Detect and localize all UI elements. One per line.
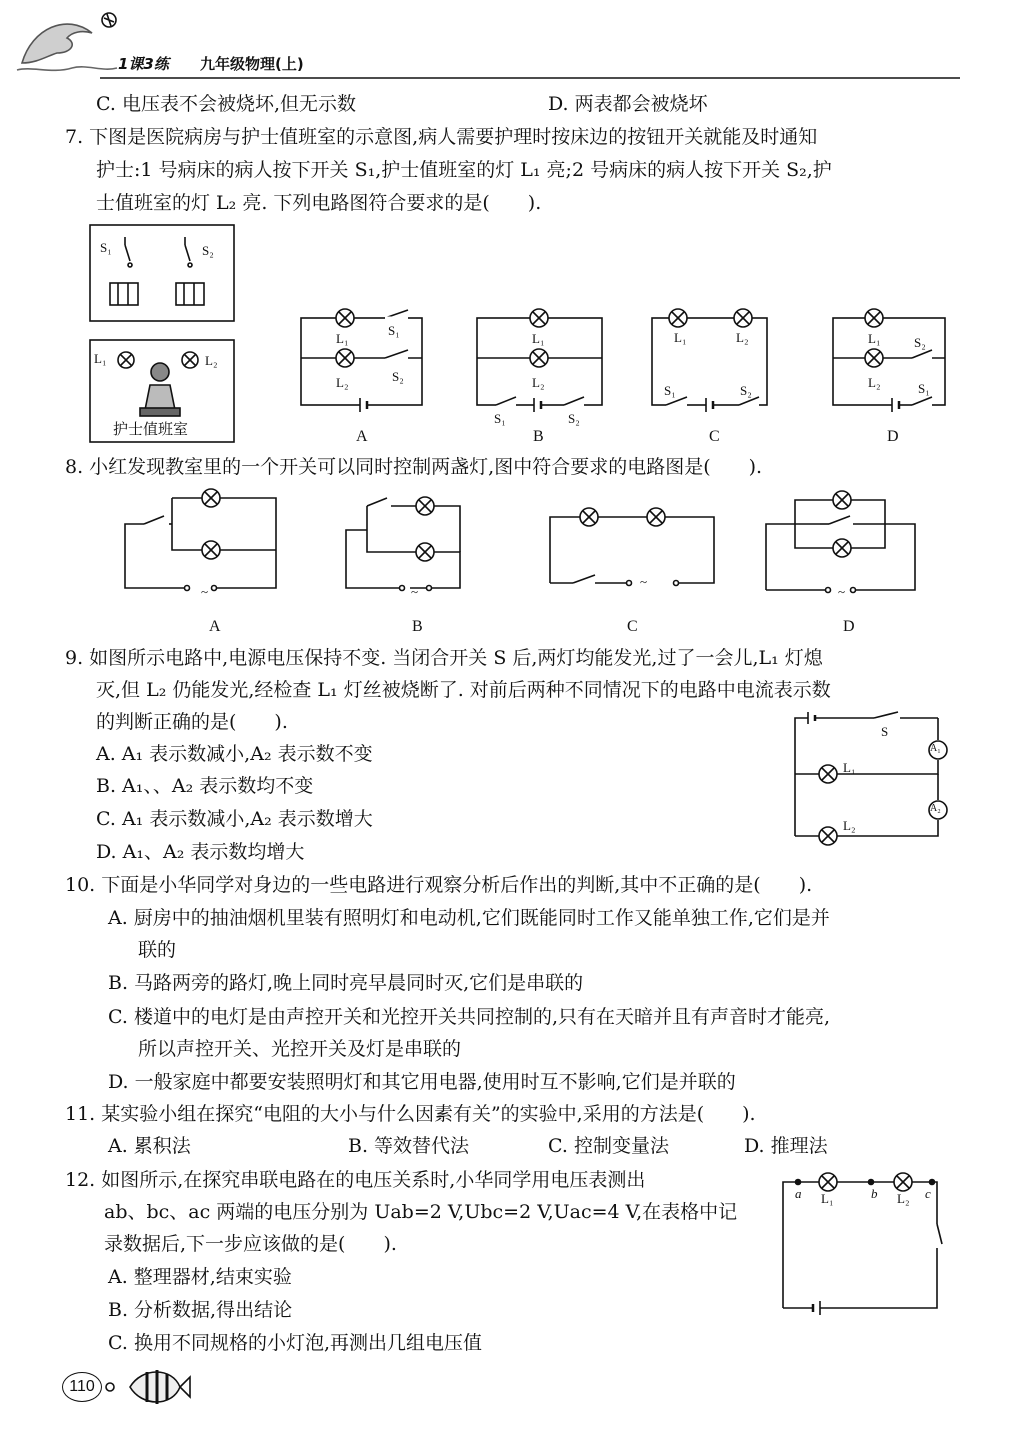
q11-option-b: B. 等效替代法	[348, 1135, 470, 1157]
q9-option-a: A. A₁ 表示数减小,A₂ 表示数不变	[96, 743, 373, 765]
q12-node-b: b	[871, 1186, 878, 1201]
header-book-title: 九年级物理(上)	[200, 55, 304, 73]
header-brand: 1课3练	[118, 55, 169, 73]
q7-stem-line3: 士值班室的灯 L₂ 亮. 下列电路图符合要求的是( ).	[96, 192, 542, 214]
q7d-l2: L₂	[868, 375, 881, 390]
q12-option-b: B. 分析数据,得出结论	[108, 1299, 293, 1321]
q10-option-c-line1: C. 楼道中的电灯是由声控开关和光控开关共同控制的,只有在天暗并且有声音时才能亮,	[108, 1006, 831, 1028]
q7c-s1: S₁	[664, 383, 676, 398]
q11-option-d: D. 推理法	[744, 1135, 828, 1157]
q10-option-d: D. 一般家庭中都要安装照明灯和其它用电器,使用时互不影响,它们是并联的	[108, 1071, 736, 1093]
q7b-l1: L₁	[532, 331, 545, 346]
q7b-l2: L₂	[532, 375, 545, 390]
q8-stem: 8. 小红发现教室里的一个开关可以同时控制两盏灯,图中符合要求的电路图是( ).	[65, 456, 763, 478]
room-l2-label: L₂	[205, 353, 218, 368]
q9-stem-line3: 的判断正确的是( ).	[96, 711, 288, 733]
q7-label-d: D	[887, 428, 899, 445]
q8-circuit-d	[765, 488, 920, 595]
q8-circuit-c	[549, 505, 715, 587]
q7-circuit-b	[476, 310, 604, 410]
q11-option-a: A. 累积法	[108, 1135, 191, 1157]
q8-label-b: B	[412, 618, 423, 635]
q7d-l1: L₁	[868, 331, 881, 346]
q9-stem-line1: 9. 如图所示电路中,电源电压保持不变. 当闭合开关 S 后,两灯均能发光,过了一会儿,L₁ 灯熄	[65, 647, 823, 669]
q8-label-d: D	[843, 618, 855, 635]
q9-ammeter2-label: A₂	[930, 803, 941, 814]
q12-stem-line1: 12. 如图所示,在探究串联电路在的电压关系时,小华同学用电压表测出	[65, 1169, 646, 1191]
q7c-l1: L₁	[674, 330, 687, 345]
q7d-s2: S₂	[914, 335, 926, 350]
q12-l1-label: L₁	[821, 1191, 834, 1206]
q9-option-c: C. A₁ 表示数减小,A₂ 表示数增大	[96, 808, 373, 830]
q7b-s1: S₁	[494, 411, 506, 426]
q7d-s1: S₁	[918, 381, 930, 396]
q12-stem-line3: 录数据后,下一步应该做的是( ).	[104, 1233, 397, 1255]
ward-s2-label: S₂	[202, 243, 214, 258]
q7b-s2: S₂	[568, 411, 580, 426]
room-l1-label: L₁	[94, 351, 107, 366]
q9-ammeter1-label: A₁	[930, 743, 941, 754]
q8b-ac: ~	[411, 584, 419, 599]
q9-l2-label: L₂	[843, 818, 856, 833]
q9-circuit	[794, 712, 954, 842]
q12-stem-line2: ab、bc、ac 两端的电压分别为 Uab=2 V,Ubc=2 V,Uac=4 V,在表格中记	[104, 1201, 738, 1223]
q8-circuit-a	[124, 488, 280, 593]
q7c-l2: L₂	[736, 330, 749, 345]
q7-label-a: A	[356, 428, 368, 445]
q12-option-c: C. 换用不同规格的小灯泡,再测出几组电压值	[108, 1332, 482, 1354]
q12-circuit	[782, 1172, 942, 1312]
q7-stem-line2: 护士:1 号病床的病人按下开关 S₁,护士值班室的灯 L₁ 亮;2 号病床的病人按下开关 S₂,护	[96, 159, 832, 181]
q9-option-d: D. A₁、A₂ 表示数均增大	[96, 841, 305, 863]
q7-stem-line1: 7. 下图是医院病房与护士值班室的示意图,病人需要护理时按床边的按钮开关就能及时通知	[65, 126, 818, 148]
q10-option-b: B. 马路两旁的路灯,晚上同时亮早晨同时灭,它们是串联的	[108, 972, 584, 994]
q6-option-d: D. 两表都会被烧坏	[548, 93, 708, 115]
q8-circuit-b	[345, 490, 463, 595]
q7-label-c: C	[709, 428, 720, 445]
q9-l1-label: L₁	[843, 760, 856, 775]
q7a-s2: S₂	[392, 369, 404, 384]
q12-option-a: A. 整理器材,结束实验	[108, 1266, 292, 1288]
q9-stem-line2: 灭,但 L₂ 仍能发光,经检查 L₁ 灯丝被烧断了. 对前后两种不同情况下的电路中电流表示数	[96, 679, 831, 701]
dolphin-logo-icon	[12, 8, 122, 78]
ward-s1-label: S₁	[100, 240, 112, 255]
room-name-label: 护士值班室	[113, 420, 189, 438]
q8d-ac: ~	[838, 584, 846, 599]
q9-option-b: B. A₁、、A₂ 表示数均不变	[96, 775, 314, 797]
q7-circuit-a	[300, 310, 425, 410]
q12-node-a: a	[795, 1186, 802, 1201]
q10-option-c-line2: 所以声控开关、光控开关及灯是串联的	[138, 1038, 462, 1060]
q7a-s1: S₁	[388, 323, 400, 338]
q11-option-c: C. 控制变量法	[548, 1135, 669, 1157]
q8-label-c: C	[627, 618, 638, 635]
q11-stem: 11. 某实验小组在探究“电阻的大小与什么因素有关”的实验中,采用的方法是( ).	[65, 1103, 756, 1125]
page-number: 110	[62, 1372, 102, 1402]
q10-option-a-line1: A. 厨房中的抽油烟机里装有照明灯和电动机,它们既能同时工作又能单独工作,它们是并	[108, 907, 830, 929]
fish-decoration-icon	[102, 1362, 192, 1412]
q10-option-a-line2: 联的	[138, 939, 177, 961]
q8c-ac: ~	[640, 574, 648, 589]
q12-l2-label: L₂	[897, 1191, 910, 1206]
q12-node-c: c	[925, 1186, 931, 1201]
q6-option-c: C. 电压表不会被烧坏,但无示数	[96, 93, 356, 115]
q7-label-b: B	[533, 428, 544, 445]
q9-switch-label: S	[881, 724, 889, 739]
q7a-l1: L₁	[336, 331, 349, 346]
q7a-l2: L₂	[336, 375, 349, 390]
header-rule	[100, 76, 960, 80]
q7c-s2: S₂	[740, 383, 752, 398]
q10-stem: 10. 下面是小华同学对身边的一些电路进行观察分析后作出的判断,其中不正确的是( ).	[65, 874, 813, 896]
q8a-ac: ~	[201, 584, 209, 599]
q8-label-a: A	[209, 618, 221, 635]
